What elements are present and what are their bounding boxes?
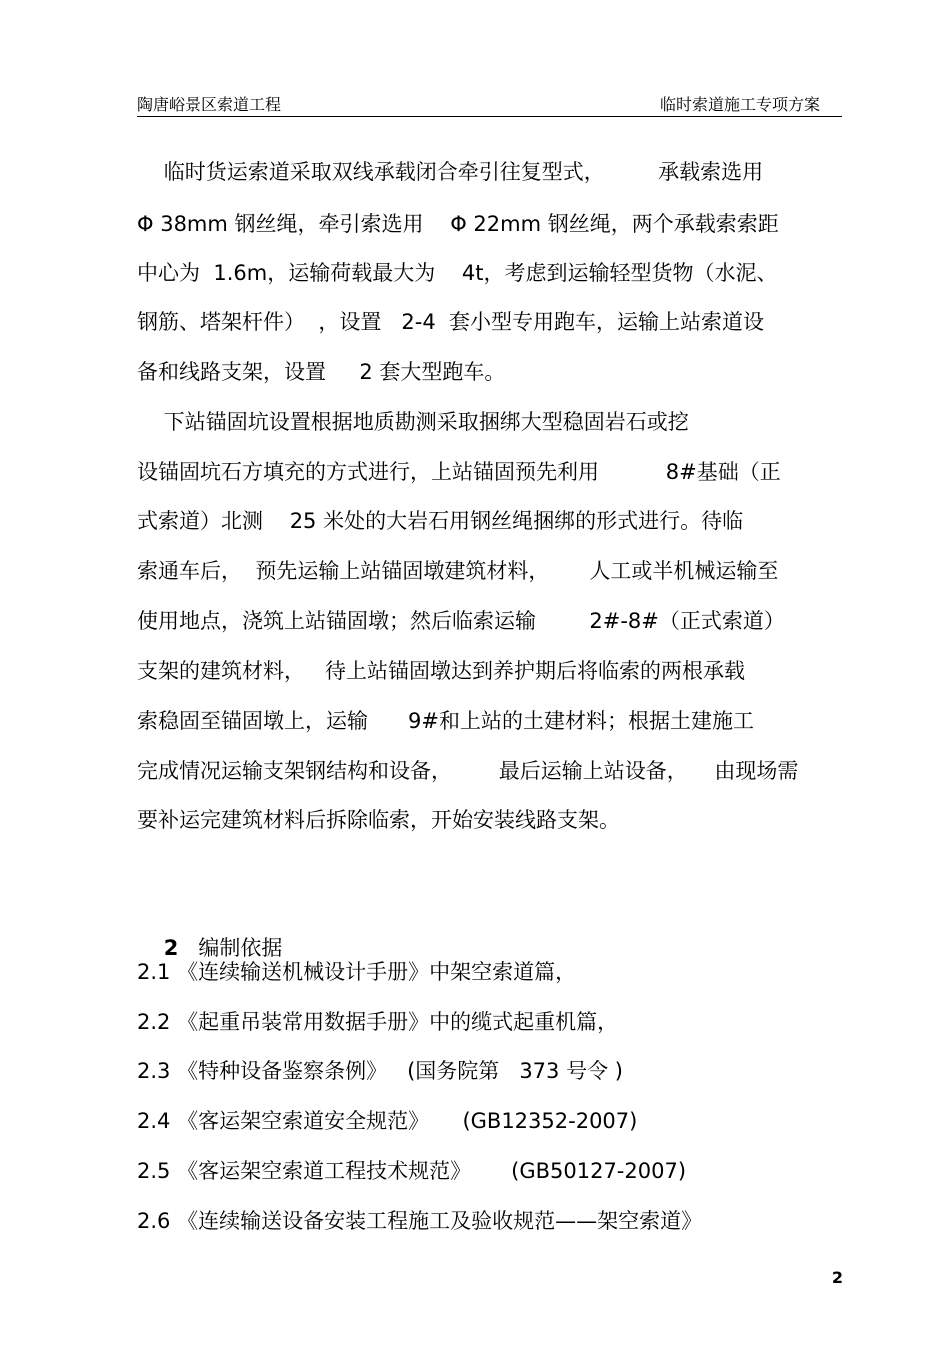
- body-line: 完成情况运输支架钢结构和设备， 最后运输上站设备， 由现场需: [137, 759, 799, 783]
- body-line: 要补运完建筑材料后拆除临索，开始安装线路支架。: [137, 808, 620, 832]
- body-line: 钢筋、塔架杆件） ，设置 2-4 套小型专用跑车，运输上站索道设: [137, 310, 765, 334]
- body-line: 下站锚固坑设置根据地质勘测采取捆绑大型稳固岩石或挖: [137, 410, 689, 434]
- reference-item: 2.1 《连续输送机械设计手册》中架空索道篇，: [137, 960, 577, 984]
- reference-item: 2.6 《连续输送设备安装工程施工及验收规范——架空索道》: [137, 1209, 703, 1233]
- section-number: 2: [163, 936, 179, 960]
- body-line: 中心为 1.6m，运输荷载最大为 4t，考虑到运输轻型货物（水泥、: [137, 261, 778, 285]
- body-line: 支架的建筑材料， 待上站锚固墩达到养护期后将临索的两根承载: [137, 659, 746, 683]
- reference-item: 2.5 《客运架空索道工程技术规范》 (GB50127-2007): [137, 1159, 687, 1183]
- page-number: 2: [831, 1268, 843, 1287]
- body-line: 索稳固至锚固墩上，运输 9#和上站的土建材料；根据土建施工: [137, 709, 755, 733]
- header-project-name: 陶唐峪景区索道工程: [137, 95, 282, 114]
- body-line: Φ 38mm 钢丝绳，牵引索选用 Φ 22mm 钢丝绳，两个承载索索距: [137, 212, 779, 236]
- body-line: 备和线路支架，设置 2 套大型跑车。: [137, 360, 506, 384]
- body-line: 式索道）北测 25 米处的大岩石用钢丝绳捆绑的形式进行。待临: [137, 509, 744, 533]
- reference-item: 2.3 《特种设备鉴察条例》 (国务院第 373 号令 ): [137, 1059, 623, 1083]
- body-line: 索通车后， 预先运输上站锚固墩建筑材料， 人工或半机械运输至: [137, 559, 779, 583]
- reference-item: 2.4 《客运架空索道安全规范》 (GB12352-2007): [137, 1109, 638, 1133]
- header-document-title: 临时索道施工专项方案: [659, 95, 820, 114]
- reference-item: 2.2 《起重吊装常用数据手册》中的缆式起重机篇，: [137, 1010, 619, 1034]
- body-line: 设锚固坑石方填充的方式进行，上站锚固预先利用 8#基础（正: [137, 460, 781, 484]
- section-title: 编制依据: [198, 936, 283, 960]
- body-line: 临时货运索道采取双线承载闭合牵引往复型式， 承载索选用: [137, 160, 764, 184]
- page-header: [137, 90, 842, 117]
- body-line: 使用地点，浇筑上站锚固墩；然后临索运输 2#-8#（正式索道）: [137, 609, 785, 633]
